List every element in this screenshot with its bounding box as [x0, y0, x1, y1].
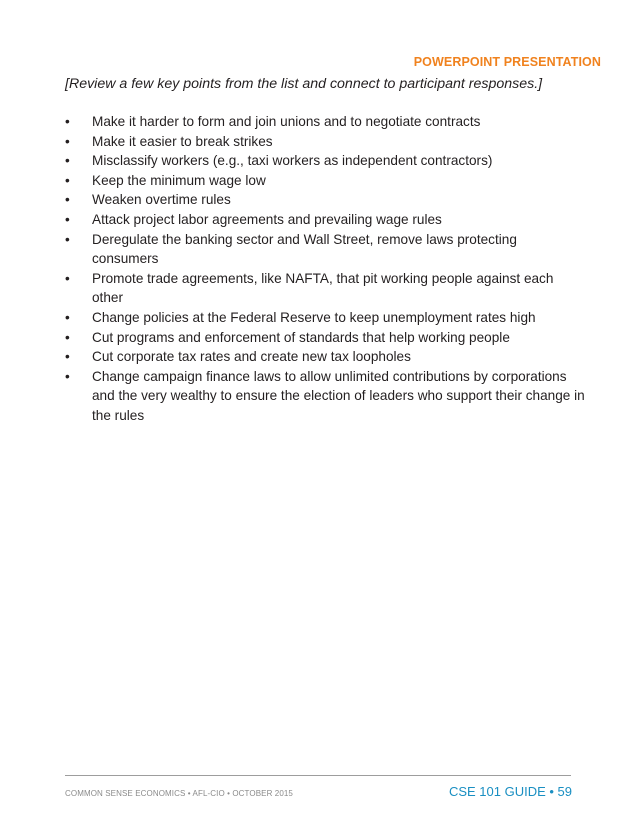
bullet-icon: • — [65, 231, 70, 247]
list-item-text: Make it harder to form and join unions and to negotiate contracts — [92, 114, 481, 129]
list-item — [65, 367, 585, 426]
list-item-text: Change policies at the Federal Reserve to keep unemployment rates high — [92, 309, 536, 325]
list-item — [65, 210, 585, 230]
bullet-icon: • — [65, 133, 70, 149]
list-item — [65, 132, 585, 152]
section-label: POWERPOINT PRESENTATION — [413, 55, 601, 69]
list-item-text: Cut programs and enforcement of standards that help working people — [92, 329, 510, 345]
footer-page-number: CSE 101 GUIDE • 59 — [448, 784, 572, 799]
list-item — [65, 308, 585, 328]
list-item-text: Weaken overtime rules — [92, 192, 231, 208]
footer-divider — [65, 775, 571, 776]
list-item — [65, 151, 585, 171]
bullet-list — [65, 112, 585, 426]
bullet-icon: • — [65, 329, 70, 345]
list-item — [65, 190, 585, 210]
list-item-text: Keep the minimum wage low — [92, 172, 266, 188]
bullet-icon: • — [65, 172, 70, 188]
list-item — [65, 230, 585, 269]
bullet-icon: • — [65, 114, 70, 129]
list-item-text: Cut corporate tax rates and create new tax loopholes — [92, 349, 411, 365]
list-item — [65, 269, 585, 308]
footer-publication-info: COMMON SENSE ECONOMICS • AFL-CIO • OCTOBER 2015 — [65, 789, 293, 798]
bullet-icon: • — [65, 153, 70, 169]
list-item — [65, 171, 585, 191]
list-item — [65, 112, 585, 132]
list-item-text: Attack project labor agreements and prevailing wage rules — [92, 211, 442, 227]
bullet-icon: • — [65, 349, 70, 365]
bullet-icon: • — [65, 192, 70, 208]
list-item-text: Misclassify workers (e.g., taxi workers as independent contractors) — [92, 153, 493, 169]
bullet-icon: • — [65, 270, 70, 286]
instruction-text: [Review a few key points from the list and connect to participant responses.] — [65, 76, 543, 92]
list-item — [65, 328, 585, 348]
list-item — [65, 347, 585, 367]
list-item-text: Change campaign finance laws to allow unlimited contributions by corporations and the very wealthy to ensure the election of leaders who support their change in the rules — [92, 368, 585, 423]
list-item-text: Promote trade agreements, like NAFTA, that pit working people against each other — [92, 270, 554, 306]
list-item-text: Make it easier to break strikes — [92, 133, 273, 149]
bullet-icon: • — [65, 368, 70, 384]
bullet-icon: • — [65, 211, 70, 227]
bullet-icon: • — [65, 309, 70, 325]
list-item-text: Deregulate the banking sector and Wall Street, remove laws protecting consumers — [92, 231, 517, 267]
